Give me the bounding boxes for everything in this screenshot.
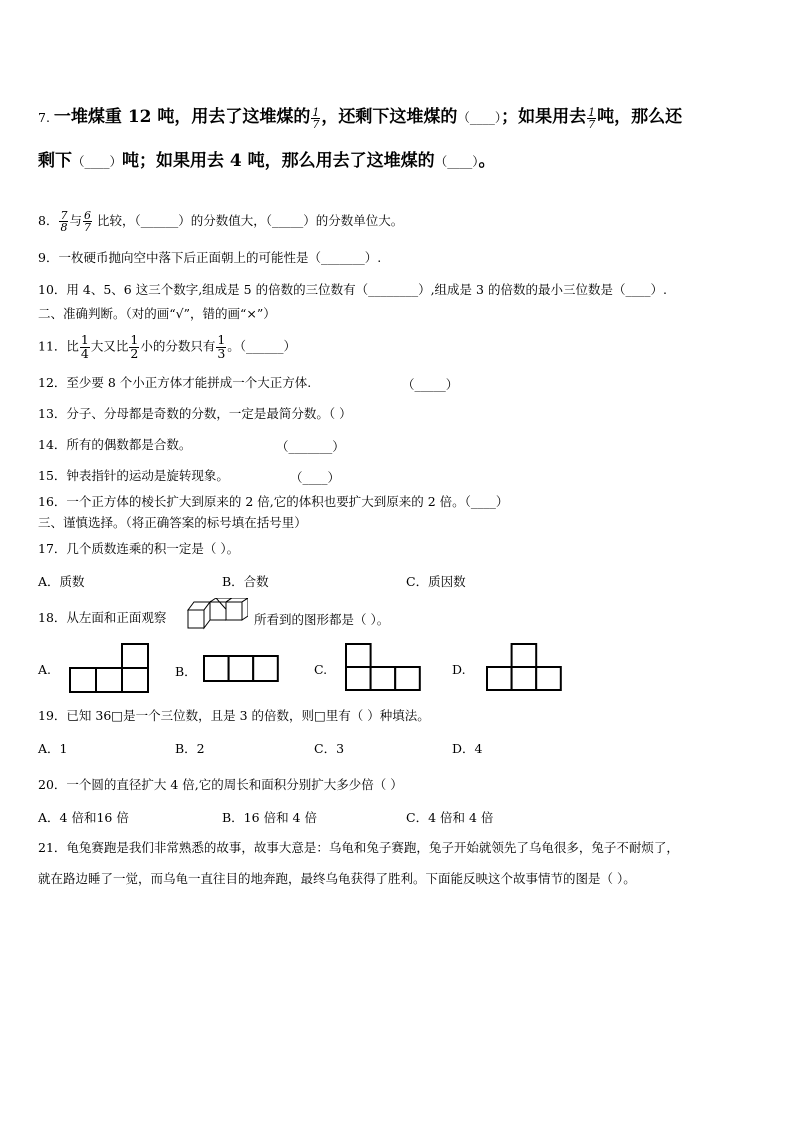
q7-blank-1: （____）: [457, 110, 502, 125]
q11-fraction-1: [80, 334, 90, 360]
q12-text: 12．至少要 8 个小正方体才能拼成一个大正方体.: [38, 375, 312, 390]
q15-line: [38, 468, 229, 484]
q10-line: 10．用 4、5、6 这三个数字,组成是 5 的倍数的三位数有（________）,组成是 3 的倍数的最小三位数是（____）.: [38, 282, 667, 297]
q18-option-b: B．: [175, 664, 197, 679]
frac-denominator: 7: [588, 118, 596, 131]
frac-denominator: 4: [80, 345, 89, 361]
frac-numerator: 1: [130, 332, 139, 347]
q7-text-e: 剩下: [38, 151, 72, 171]
q18-option-a-figure: [69, 643, 149, 693]
q18-option-d: D.: [452, 662, 466, 677]
q18-option-c-figure: [345, 643, 421, 691]
q8-fraction-2: [83, 210, 92, 233]
q14-blank: （_______）: [276, 439, 345, 454]
q8-and: 与: [69, 213, 82, 228]
q20-option-c: C．4 倍和 4 倍: [406, 810, 494, 825]
q7-text-f: 吨；如果用去 4 吨，那么用去了这堆煤的: [122, 151, 435, 171]
q18-option-c: C.: [314, 662, 328, 677]
q7-line1: [38, 106, 682, 130]
q7-blank-3: （____）: [434, 154, 479, 169]
q18-text-a: 18．从左面和正面观察: [38, 610, 167, 625]
q12-line: [38, 375, 311, 391]
frac-numerator: 6: [83, 209, 91, 222]
q8-fraction-1: [59, 210, 68, 233]
q20-line: 20．一个圆的直径扩大 4 倍,它的周长和面积分别扩大多少倍（ ）: [38, 777, 403, 792]
q11-text-d: 。（______）: [227, 338, 297, 354]
q11-fraction-2: [129, 334, 139, 360]
q7-text-a: 一堆煤重 12 吨，用去了这堆煤的: [53, 107, 311, 127]
q15-text: 15．钟表指针的运动是旋转现象。: [38, 468, 229, 483]
frac-denominator: 3: [217, 345, 226, 361]
frac-denominator: 7: [312, 118, 320, 131]
q17-option-b: B．合数: [222, 574, 269, 589]
q16-line: 16．一个正方体的棱长扩大到原来的 2 倍,它的体积也要扩大到原来的 2 倍。（____）: [38, 494, 509, 509]
q19-option-b: B．2: [175, 741, 205, 756]
q11-text-c: 小的分数只有: [140, 338, 216, 354]
q20-option-a: A．4 倍和16 倍: [38, 810, 129, 825]
q19-option-d: D．4: [452, 741, 483, 756]
q18-option-d-figure: [486, 643, 562, 691]
q7-text-g: 。: [478, 151, 496, 171]
frac-numerator: 1: [588, 106, 596, 119]
q11-fraction-3: [216, 334, 226, 360]
frac-denominator: 8: [60, 221, 68, 234]
q20-option-b: B．16 倍和 4 倍: [222, 810, 317, 825]
q11-text-b: 大又比: [90, 338, 129, 354]
q13-line: 13．分子、分母都是奇数的分数，一定是最简分数。（ ）: [38, 406, 352, 421]
frac-numerator: 1: [312, 106, 320, 119]
q21-line-1: 21．龟兔赛跑是我们非常熟悉的故事，故事大意是：乌龟和兔子赛跑，兔子开始就领先了乌龟很多，兔子不耐烦了，: [38, 840, 679, 855]
q18-text-b: 所看到的图形都是（ ）。: [254, 612, 390, 627]
q7-text-b: ，还剩下这堆煤的: [321, 107, 458, 127]
q14-text: 14．所有的偶数都是合数。: [38, 437, 192, 452]
q7-line2: [38, 150, 495, 172]
q14-line: [38, 437, 191, 453]
q7-text-d: 吨，那么还: [597, 107, 683, 127]
q15-blank: （____）: [290, 470, 341, 485]
q19-line: 19．已知 36□是一个三位数，且是 3 的倍数，则□里有（ ）种填法。: [38, 708, 430, 723]
q8-number: 8．: [38, 213, 59, 228]
q7-text-c: ；如果用去: [501, 107, 587, 127]
q8-text: 比较，（______）的分数值大，（_____）的分数单位大。: [92, 213, 404, 228]
q12-blank: （_____）: [402, 377, 459, 392]
q8-line: [38, 210, 403, 233]
q17-option-a: A．质数: [38, 574, 85, 589]
frac-denominator: 2: [130, 345, 139, 361]
frac-numerator: 1: [217, 332, 226, 347]
q7-fraction-1: [311, 107, 320, 130]
q18-option-a: A.: [38, 662, 52, 677]
q19-option-a: A．1: [38, 741, 68, 756]
q11-line: [38, 334, 296, 360]
q7-number: 7.: [38, 110, 54, 125]
q18-option-b-figure: [203, 655, 279, 682]
q7-fraction-2: [587, 107, 596, 130]
q19-option-c: C．3: [314, 741, 345, 756]
section-3-heading: 三、谨慎选择。（将正确答案的标号填在括号里）: [38, 515, 307, 530]
q17-line: 17．几个质数连乘的积一定是（ ）。: [38, 541, 240, 556]
q11-text-a: 11．比: [38, 338, 79, 354]
section-2-heading: 二、准确判断。（对的画“√”，错的画“×”）: [38, 306, 276, 321]
frac-numerator: 1: [80, 332, 89, 347]
q21-line-2: 就在路边睡了一觉，而乌龟一直往目的地奔跑，最终乌龟获得了胜利。下面能反映这个故事情节的图是（ ）。: [38, 871, 636, 886]
q9-line: 9．一枚硬币抛向空中落下后正面朝上的可能性是（_______）.: [38, 250, 382, 265]
q7-blank-2: （____）: [72, 154, 123, 169]
q17-option-c: C．质因数: [406, 574, 466, 589]
q18-cube-stack-figure: [186, 598, 248, 632]
frac-denominator: 7: [83, 221, 91, 234]
frac-numerator: 7: [60, 209, 68, 222]
